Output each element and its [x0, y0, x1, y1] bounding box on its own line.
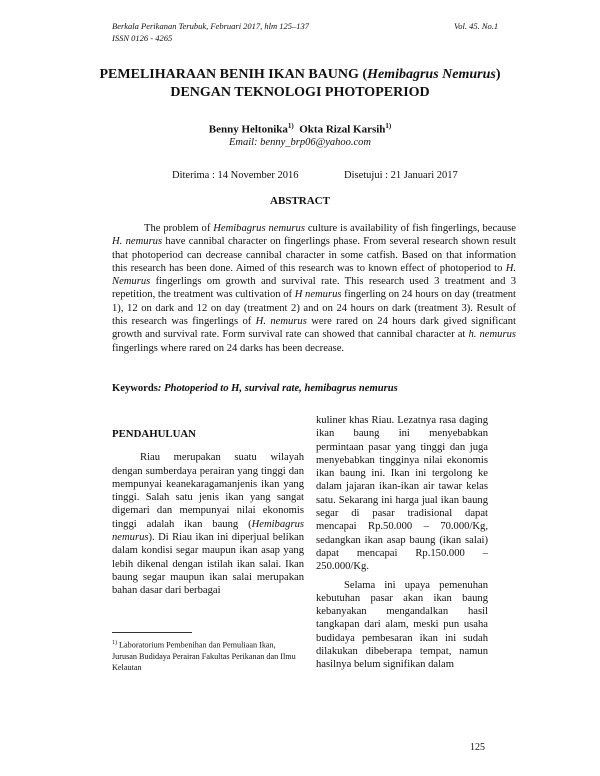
issn-label: ISSN 0126 - 4265 — [112, 33, 173, 43]
abstract-body — [112, 222, 516, 355]
abstract-paragraph — [112, 222, 516, 355]
received-date: Diterima : 14 November 2016 — [172, 170, 299, 181]
journal-header: Berkala Perikanan Terubuk, Februari 2017, hlm 125–137 — [112, 21, 310, 31]
section-heading-pendahuluan: PENDAHULUAN — [112, 428, 196, 440]
intro-paragraph-1 — [112, 451, 304, 597]
author-1: Benny Heltonika — [208, 123, 288, 136]
abstract-italic: H nemurus — [294, 289, 342, 301]
abstract-text: fingerlings om growth and survival rate. This research used 3 treatment and 3 repetition, the treatment was cultivation of — [112, 276, 516, 301]
author-line — [0, 122, 600, 136]
intro-left-column — [112, 428, 304, 598]
title-species: Hemibagrus Nemurus — [367, 67, 496, 82]
author-2-affil: 1) — [385, 122, 392, 130]
footnote-rule — [112, 632, 192, 633]
abstract-text: have cannibal character on fingerlings phase. From several research shown result that photoperiod can decrease cannibal character in some catfish. Based on that information this research has been done. Aimed of this research was to known effect of photoperiod to — [112, 236, 516, 274]
intro-text: Riau merupakan suatu wilayah dengan sumberdaya perairan yang tinggi dan mempunyai keanekaragamanjenis ikan yang tinggi. Salah satu jenis ikan yang sangat digemari dan mempunyai nilai ekonomis tinggi adalah ikan baung ( — [112, 452, 304, 530]
abstract-heading: ABSTRACT — [270, 195, 330, 207]
paper-title-line1 — [0, 66, 600, 84]
footnote-text: Laboratorium Pembenihan dan Pemuliaan Ikan, Jurusan Budidaya Perairan Fakultas Perikanan dan Ilmu Kelautan — [112, 640, 296, 672]
abstract-text: culture is availability of fish fingerlings, because — [304, 223, 516, 234]
intro-paragraph-2: kuliner khas Riau. Lezatnya rasa daging ikan baung ini menyebabkan permintaan pasar yang tinggi dan juga menyebabkan tingginya nilai ekonomis ikan baung ini. Ikan ini tergolong ke dalam jajaran ikan-ikan air tawar kelas satu. Sekarang ini harga jual ikan baung segar di pasar tradisional dapat mencapai Rp.50.000 – 70.000/Kg, sedangkan ikan asap baung (ikan salai) dapat mencapai Rp.150.000 – 250.000/Kg. — [316, 415, 488, 573]
keywords-text: : Photoperiod to H, survival rate, hemibagrus nemurus — [157, 383, 398, 394]
footnote — [112, 638, 302, 673]
paper-title-line2: DENGAN TEKNOLOGI PHOTOPERIOD — [170, 85, 430, 100]
title-text-a: PEMELIHARAAN BENIH IKAN BAUNG ( — [99, 67, 368, 82]
abstract-italic: Hemibagrus nemurus — [213, 223, 305, 234]
intro-italic: Hemibagrus nemurus — [112, 518, 304, 544]
intro-right-column — [316, 414, 488, 672]
keywords-label: Keywords — [112, 383, 158, 394]
abstract-text: were rared on 24 hours dark gived significant growth and survival rate. Form survival rate can showed that cannibal character at — [112, 316, 516, 341]
intro-text: ). Di Riau ikan ini diperjual belikan dalam kondisi segar maupun ikan asap yang lebih dikenal dengan istilah ikan salai. Ikan baung segar maupun ikan salai merupakan bahan dasar dari berbagai — [112, 532, 304, 597]
author-1-affil: 1) — [287, 122, 294, 130]
keywords — [112, 383, 398, 394]
abstract-text: fingerlings where rared on 24 darks has been decrease. — [112, 342, 345, 354]
abstract-italic: h. nemurus — [468, 329, 516, 341]
volume-label: Vol. 45. No.1 — [454, 21, 499, 31]
abstract-text: The problem of — [144, 223, 214, 234]
abstract-text: fingerling on 24 hours on day (treatment 1), 12 on dark and 12 on day (treatment 2) and on 24 hours on dark (treatment 3). Result of this research was fingerlings of — [112, 289, 516, 328]
abstract-italic: H. nemurus — [255, 316, 307, 328]
title-text-b: ) — [495, 67, 501, 82]
page-number: 125 — [470, 742, 485, 753]
footnote-marker: 1) — [112, 640, 117, 646]
approved-date: Disetujui : 21 Januari 2017 — [344, 170, 458, 181]
abstract-italic: H. nemurus — [112, 236, 163, 248]
author-email: Email: benny_brp06@yahoo.com — [228, 137, 372, 148]
author-2: Okta Rizal Karsih — [299, 123, 386, 136]
intro-paragraph-3: Selama ini upaya pemenuhan kebutuhan pasar akan ikan baung kebanyakan mengandalkan hasil tangkapan dari alam, meski pun usaha budidaya pembesaran ikan ini sudah dilakukan dibeberapa tempat, namun hasilnya belum signifikan dalam — [316, 579, 488, 671]
abstract-italic: H. Nemurus — [112, 262, 516, 288]
